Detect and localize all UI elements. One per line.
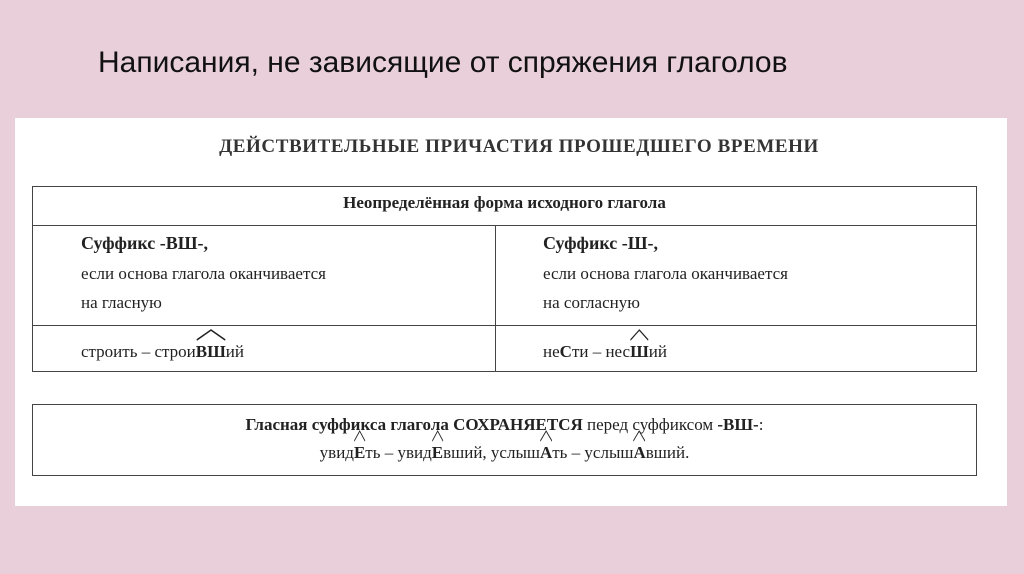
left-example-ending: ий <box>225 342 244 361</box>
suffix-arc-icon <box>432 430 443 442</box>
slide-title: Написания, не зависящие от спряжения глаголов <box>98 46 788 79</box>
rule-example-part: вший. <box>645 443 690 462</box>
rule-example-vowel: А <box>540 443 552 463</box>
rule-example-vowel: Е <box>432 443 443 463</box>
right-example-stem: С <box>559 342 572 361</box>
right-example-text: не <box>543 342 560 361</box>
rule-text-emphasis: СОХРАНЯЕТСЯ <box>453 415 583 434</box>
suffix-arc-icon <box>633 430 645 442</box>
table-divider <box>33 225 976 226</box>
suffix-arc-icon <box>196 329 226 341</box>
rule-example-part: ть – услыш <box>552 443 634 462</box>
right-example <box>543 342 667 362</box>
left-suffix-desc-1: если основа глагола оканчивается <box>81 264 326 283</box>
left-example <box>81 342 244 362</box>
rule-text-a: Гласная суффикса глагола <box>245 415 449 434</box>
suffix-arc-icon <box>630 329 649 341</box>
textbook-panel <box>15 118 1007 506</box>
rule-text-suffix: -ВШ- <box>717 415 759 434</box>
suffix-arc-icon <box>540 430 552 442</box>
right-suffix-title: Суффикс -Ш-, <box>543 233 659 253</box>
right-suffix-desc-1: если основа глагола оканчивается <box>543 264 788 283</box>
rule-text-colon: : <box>758 415 764 434</box>
rule-example-part: увид <box>319 443 354 462</box>
table-divider <box>33 325 976 326</box>
right-suffix-desc-2: на согласную <box>543 293 640 312</box>
rule-line-1 <box>33 415 976 435</box>
rule-example-part: вший, услыш <box>443 443 540 462</box>
right-example-ending: ий <box>648 342 667 361</box>
rule-example-part: ть – увид <box>365 443 432 462</box>
right-example-mid: ти – нес <box>571 342 631 361</box>
left-suffix-desc-2: на гласную <box>81 293 162 312</box>
suffix-table <box>32 186 977 372</box>
rule-box <box>32 404 977 476</box>
left-example-suffix: ВШ <box>196 342 226 362</box>
rule-example-vowel: Е <box>354 443 365 463</box>
rule-example-vowel: А <box>633 443 645 463</box>
left-suffix-title: Суффикс -ВШ-, <box>81 233 209 253</box>
table-header: Неопределённая форма исходного глагола <box>343 193 666 212</box>
right-example-suffix: Ш <box>630 342 649 362</box>
left-example-text: строить – строи <box>81 342 196 361</box>
suffix-arc-icon <box>354 430 365 442</box>
rule-line-2 <box>33 443 976 463</box>
table-column-divider <box>495 225 496 371</box>
rule-text-c: перед суффиксом <box>582 415 718 434</box>
panel-heading: ДЕЙСТВИТЕЛЬНЫЕ ПРИЧАСТИЯ ПРОШЕДШЕГО ВРЕМЕНИ <box>219 136 819 157</box>
